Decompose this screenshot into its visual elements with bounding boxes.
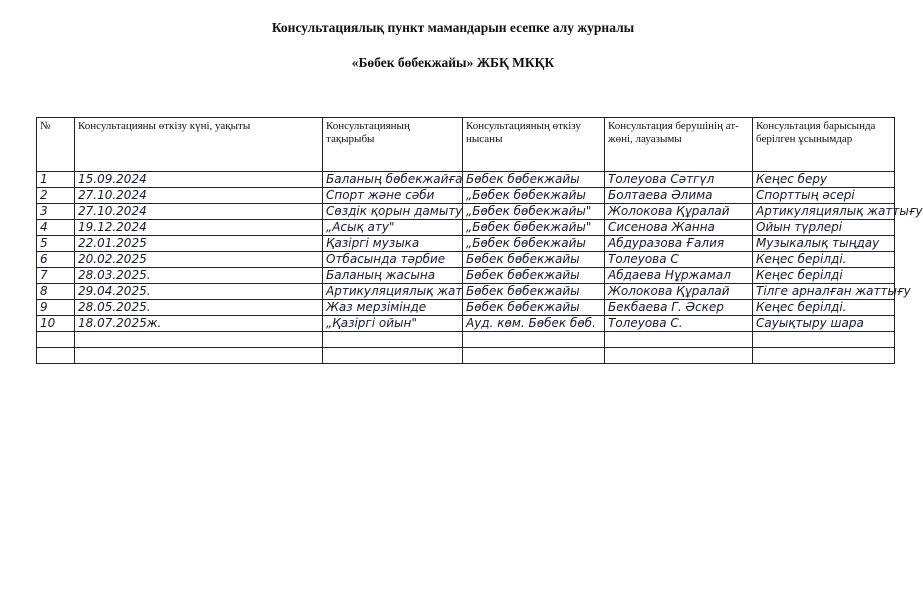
cell-recommendation: Музыкалық тыңдау bbox=[753, 236, 895, 252]
cell-date: 28.05.2025. bbox=[75, 300, 323, 316]
cell-date: 19.12.2024 bbox=[75, 220, 323, 236]
cell-recommendation bbox=[753, 332, 895, 348]
cell-consultant: Бекбаева Г. Әскер bbox=[605, 300, 753, 316]
cell-consultant: Толеуова С. bbox=[605, 316, 753, 332]
header-number: № bbox=[37, 118, 75, 172]
cell-topic: Қазіргі музыка bbox=[323, 236, 463, 252]
cell-number: 3 bbox=[37, 204, 75, 220]
table-row bbox=[37, 332, 895, 348]
cell-number bbox=[37, 348, 75, 364]
cell-date bbox=[75, 332, 323, 348]
table-row bbox=[37, 188, 895, 204]
cell-number: 7 bbox=[37, 268, 75, 284]
table-row bbox=[37, 300, 895, 316]
cell-form bbox=[463, 348, 605, 364]
table-row bbox=[37, 316, 895, 332]
table-row bbox=[37, 220, 895, 236]
cell-number: 6 bbox=[37, 252, 75, 268]
cell-recommendation: Артикуляциялық жаттығу bbox=[753, 204, 895, 220]
cell-recommendation: Сауықтыру шара bbox=[753, 316, 895, 332]
cell-topic bbox=[323, 348, 463, 364]
cell-date: 27.10.2024 bbox=[75, 204, 323, 220]
cell-number: 8 bbox=[37, 284, 75, 300]
cell-consultant: Сисенова Жанна bbox=[605, 220, 753, 236]
header-topic: Консультацияның тақырыбы bbox=[323, 118, 463, 172]
document-subtitle: «Бөбек бөбекжайы» ЖБҚ МКҚК bbox=[351, 55, 555, 70]
cell-topic: „Қазіргі ойын" bbox=[323, 316, 463, 332]
cell-topic: Артикуляциялық жат bbox=[323, 284, 463, 300]
table-header-row bbox=[37, 118, 895, 172]
cell-form bbox=[463, 332, 605, 348]
cell-recommendation: Спорттың әсері bbox=[753, 188, 895, 204]
cell-form: „Бөбек бөбекжайы" bbox=[463, 220, 605, 236]
cell-consultant: Жолокова Құралай bbox=[605, 204, 753, 220]
cell-number: 4 bbox=[37, 220, 75, 236]
header-form: Консультацияның өткізу нысаны bbox=[463, 118, 605, 172]
cell-date bbox=[75, 348, 323, 364]
cell-consultant bbox=[605, 348, 753, 364]
cell-consultant bbox=[605, 332, 753, 348]
cell-topic: Баланың бөбекжайға bbox=[323, 172, 463, 188]
cell-date: 28.03.2025. bbox=[75, 268, 323, 284]
cell-number: 1 bbox=[37, 172, 75, 188]
cell-consultant: Жолокова Құралай bbox=[605, 284, 753, 300]
cell-consultant: Толеуова Сәтгүл bbox=[605, 172, 753, 188]
cell-number bbox=[37, 332, 75, 348]
cell-date: 27.10.2024 bbox=[75, 188, 323, 204]
cell-number: 9 bbox=[37, 300, 75, 316]
header-date-time: Консультацияны өткізу күні, уақыты bbox=[75, 118, 323, 172]
cell-form: „Бөбек бөбекжайы bbox=[463, 188, 605, 204]
cell-form: Бөбек бөбекжайы bbox=[463, 284, 605, 300]
cell-form: „Бөбек бөбекжайы bbox=[463, 236, 605, 252]
table-row bbox=[37, 268, 895, 284]
cell-recommendation: Кеңес берілді. bbox=[753, 300, 895, 316]
table-row bbox=[37, 172, 895, 188]
cell-form: Бөбек бөбекжайы bbox=[463, 252, 605, 268]
cell-recommendation: Тілге арналған жаттығу bbox=[753, 284, 895, 300]
cell-topic bbox=[323, 332, 463, 348]
document-title: Консультациялық пункт мамандарын есепке алу журналы bbox=[271, 20, 635, 35]
cell-date: 20.02.2025 bbox=[75, 252, 323, 268]
table-row bbox=[37, 252, 895, 268]
consultation-journal-table bbox=[36, 117, 923, 364]
cell-recommendation bbox=[753, 348, 895, 364]
table-row bbox=[37, 284, 895, 300]
cell-topic: Спорт және сәби bbox=[323, 188, 463, 204]
cell-topic: Отбасында тәрбие bbox=[323, 252, 463, 268]
cell-number: 5 bbox=[37, 236, 75, 252]
table-row bbox=[37, 236, 895, 252]
cell-number: 10 bbox=[37, 316, 75, 332]
cell-form: Бөбек бөбекжайы bbox=[463, 300, 605, 316]
cell-topic: Баланың жасына bbox=[323, 268, 463, 284]
cell-form: Ауд. көм. Бөбек бөб. bbox=[463, 316, 605, 332]
header-recommendations: Консультация барысында берілген ұсынымдар bbox=[753, 118, 895, 172]
cell-consultant: Болтаева Әлима bbox=[605, 188, 753, 204]
cell-consultant: Толеуова С bbox=[605, 252, 753, 268]
cell-form: „Бөбек бөбекжайы" bbox=[463, 204, 605, 220]
cell-date: 18.07.2025ж. bbox=[75, 316, 323, 332]
cell-consultant: Абдуразова Ғалия bbox=[605, 236, 753, 252]
cell-form: Бөбек бөбекжайы bbox=[463, 172, 605, 188]
cell-number: 2 bbox=[37, 188, 75, 204]
cell-date: 15.09.2024 bbox=[75, 172, 323, 188]
table-row bbox=[37, 348, 895, 364]
cell-date: 22.01.2025 bbox=[75, 236, 323, 252]
cell-form: Бөбек бөбекжайы bbox=[463, 268, 605, 284]
cell-topic: Жаз мерзімінде bbox=[323, 300, 463, 316]
cell-date: 29.04.2025. bbox=[75, 284, 323, 300]
cell-consultant: Абдаева Нұржамал bbox=[605, 268, 753, 284]
cell-topic: „Асық ату" bbox=[323, 220, 463, 236]
cell-recommendation: Кеңес беру bbox=[753, 172, 895, 188]
header-consultant: Консультация берушінің ат-жөні, лауазымы bbox=[605, 118, 753, 172]
cell-recommendation: Кеңес берілді. bbox=[753, 252, 895, 268]
table-row bbox=[37, 204, 895, 220]
cell-recommendation: Ойын түрлері bbox=[753, 220, 895, 236]
cell-topic: Сөздік қорын дамыту bbox=[323, 204, 463, 220]
cell-recommendation: Кеңес берілді bbox=[753, 268, 895, 284]
